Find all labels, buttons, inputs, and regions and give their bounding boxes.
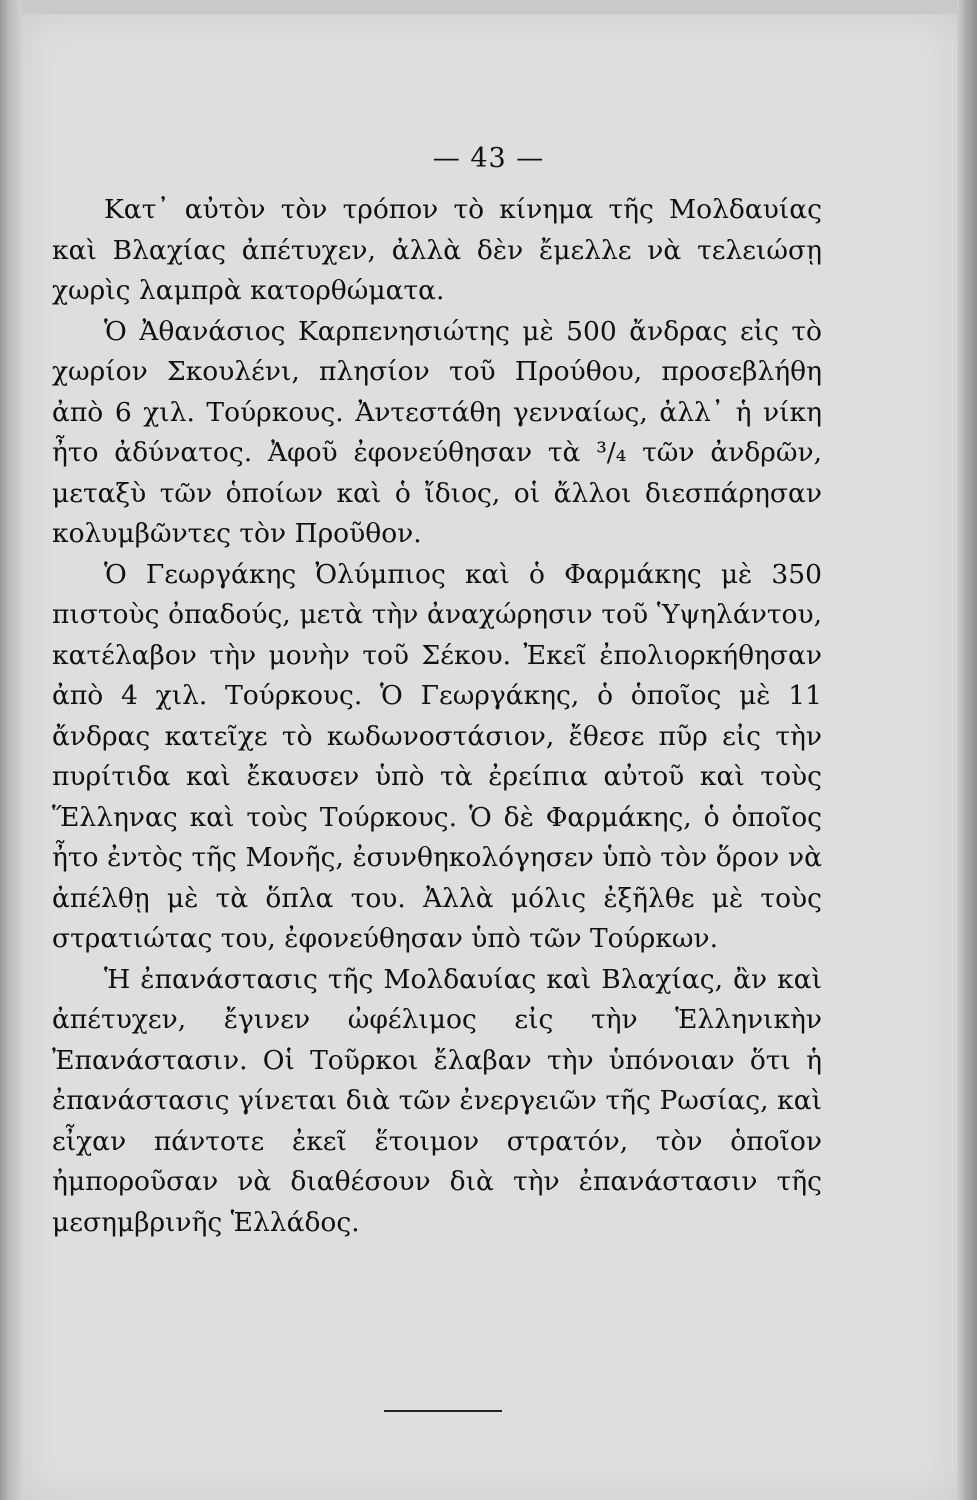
paragraph-1: Κατ᾽ αὐτὸν τὸν τρόπον τὸ κίνημα τῆς Μολδαυίας καὶ Βλαχίας ἀπέτυχεν, ἀλλὰ δὲν ἔμελλε νὰ τελειώσῃ χωρὶς λαμπρὰ κατορθώματα. [52,194,822,306]
section-end-rule [384,1410,502,1412]
paragraph-3: Ὁ Γεωργάκης Ὀλύμπιος καὶ ὁ Φαρμάκης μὲ 350 πιστοὺς ὀπαδούς, μετὰ τὴν ἀναχώρησιν τοῦ Ὑψηλάντου, κατέλαβον τὴν μονὴν τοῦ Σέκου. Ἐκεῖ ἐπολιορκήθησαν ἀπὸ 4 χιλ. Τούρκους. Ὁ Γεωργάκης, ὁ ὁποῖος μὲ 11 ἄνδρας κατεῖχε τὸ κωδωνοστάσιον, ἔθεσε πῦρ εἰς τὴν πυρίτιδα καὶ ἔκαυσεν ὑπὸ τὰ ἐρείπια αὐτοῦ καὶ τοὺς Ἕλληνας καὶ τοὺς Τούρκους. Ὁ δὲ Φαρμάκης, ὁ ὁποῖος ἦτο ἐντὸς τῆς Μονῆς, ἐσυνθηκολόγησεν ὑπὸ τὸν ὅρον νὰ ἀπέλθῃ μὲ τὰ ὅπλα του. Ἀλλὰ μόλις ἐξῆλθε μὲ τοὺς στρατιώτας του, ἐφονεύθησαν ὑπὸ τῶν Τούρκων. [52,558,822,954]
body-text [52,190,822,1243]
page-number: — 43 — [432,143,545,174]
paragraph-4: Ἡ ἐπανάστασις τῆς Μολδαυίας καὶ Βλαχίας, ἂν καὶ ἀπέτυχεν, ἔγινεν ὠφέλιμος εἰς τὴν Ἑλληνικὴν Ἐπανάστασιν. Οἱ Τοῦρκοι ἔλαβαν τὴν ὑπόνοιαν ὅτι ἡ ἐπανάστασις γίνεται διὰ τῶν ἐνεργειῶν τῆς Ρωσίας, καὶ εἶχαν πάντοτε ἐκεῖ ἕτοιμον στρατόν, τὸν ὁποῖον ἠμποροῦσαν νὰ διαθέσουν διὰ τὴν ἐπανάστασιν τῆς μεσημβρινῆς Ἑλλάδος. [52,963,822,1238]
scan-right-edge [957,0,977,1500]
paragraph-2: Ὁ Ἀθανάσιος Καρπενησιώτης μὲ 500 ἄνδρας εἰς τὸ χωρίον Σκουλένι, πλησίον τοῦ Προύθου, προσεβλήθη ἀπὸ 6 χιλ. Τούρκους. Ἀντεστάθη γενναίως, ἀλλ᾽ ἡ νίκη ἦτο ἀδύνατος. Ἀφοῦ ἐφονεύθησαν τὰ ³/₄ τῶν ἀνδρῶν, μεταξὺ τῶν ὁποίων καὶ ὁ ἴδιος, οἱ ἄλλοι διεσπάρησαν κολυμβῶντες τὸν Προῦθον. [52,315,822,549]
scan-left-edge [0,0,22,1500]
